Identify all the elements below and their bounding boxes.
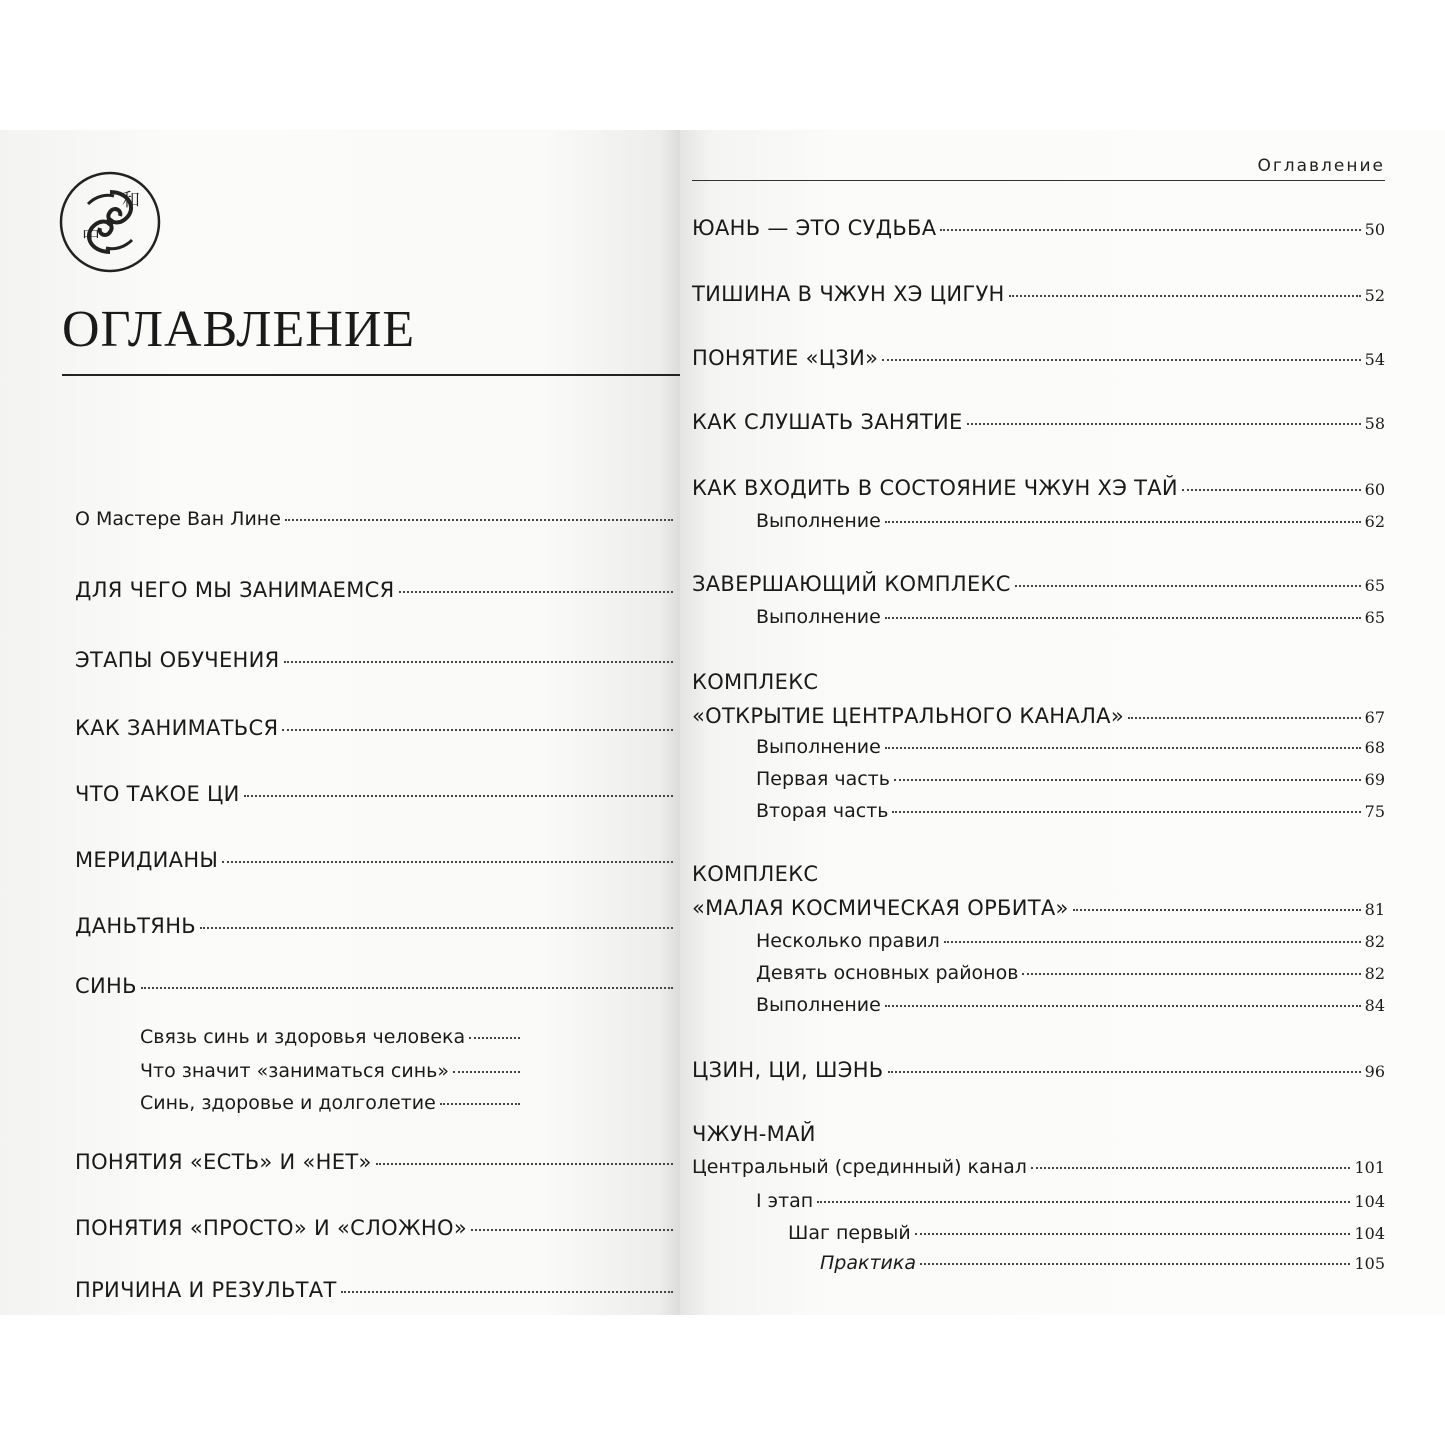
toc-leader [471, 1229, 673, 1231]
toc-page-number: 68 [1364, 738, 1385, 757]
toc-leader [915, 1233, 1351, 1235]
toc-entry[interactable] [756, 510, 1385, 532]
toc-leader [244, 795, 673, 797]
toc-entry-title: «МАЛАЯ КОСМИЧЕСКАЯ ОРБИТА» [692, 896, 1069, 920]
toc-page-number: 96 [1364, 1062, 1385, 1081]
toc-page-number: 101 [1354, 1158, 1385, 1177]
toc-entry[interactable] [75, 716, 673, 740]
toc-entry-title: Шаг первый [788, 1222, 911, 1244]
toc-page-number: 82 [1364, 932, 1385, 951]
toc-leader [341, 1291, 673, 1293]
toc-entry-title: Синь, здоровье и долголетие [140, 1092, 436, 1114]
toc-leader [284, 661, 673, 663]
toc-leader [1015, 585, 1361, 587]
toc-page-number: 65 [1364, 576, 1385, 595]
toc-entry-title: О Мастере Ван Лине [75, 508, 281, 530]
toc-entry[interactable] [756, 800, 1385, 822]
toc-leader [882, 359, 1360, 361]
toc-entry[interactable] [692, 346, 1385, 370]
toc-entry-title: Выполнение [756, 606, 881, 628]
toc-entry-title: I этап [756, 1190, 814, 1212]
toc-entry-title: КАК ЗАНИМАТЬСЯ [75, 716, 279, 740]
toc-entry[interactable] [75, 648, 673, 672]
toc-page-number: 104 [1354, 1224, 1385, 1243]
toc-page-number: 84 [1364, 996, 1385, 1015]
toc-entry[interactable] [75, 508, 673, 530]
toc-page-number: 65 [1364, 608, 1385, 627]
toc-entry-title: Центральный (срединный) канал [692, 1156, 1027, 1178]
title-rule [62, 374, 680, 376]
running-head: Оглавление [1257, 156, 1385, 176]
toc-page-number: 67 [1364, 708, 1385, 727]
toc-leader [1073, 909, 1361, 911]
toc-entry[interactable] [75, 848, 673, 872]
toc-page-number: 75 [1364, 802, 1385, 821]
toc-page-number: 62 [1364, 512, 1385, 531]
toc-entry[interactable] [756, 768, 1385, 790]
toc-leader [967, 423, 1361, 425]
toc-entry-title: Связь синь и здоровья человека [140, 1026, 466, 1048]
toc-entry[interactable] [756, 736, 1385, 758]
toc-entry[interactable] [756, 930, 1385, 952]
toc-entry[interactable] [692, 216, 1385, 240]
yin-yang-swirl-icon [58, 170, 162, 274]
toc-page-number: 60 [1364, 480, 1385, 499]
toc-entry-title: ПОНЯТИЯ «ПРОСТО» И «СЛОЖНО» [75, 1216, 467, 1240]
toc-section-heading[interactable]: КОМПЛЕКС [692, 862, 819, 886]
toc-entry[interactable] [692, 410, 1385, 434]
toc-entry-title: ПОНЯТИЕ «ЦЗИ» [692, 346, 879, 370]
toc-entry-title: МЕРИДИАНЫ [75, 848, 219, 872]
toc-entry-title: ЮАНЬ — ЭТО СУДЬБА [692, 216, 937, 240]
toc-entry[interactable] [756, 962, 1385, 984]
toc-leader [222, 861, 673, 863]
toc-entry[interactable] [692, 1058, 1385, 1082]
toc-entry[interactable] [140, 1026, 520, 1048]
toc-section-heading[interactable]: ЧЖУН-МАЙ [692, 1122, 816, 1146]
toc-page-number: 52 [1364, 286, 1385, 305]
toc-leader [285, 519, 673, 521]
toc-page-number: 54 [1364, 350, 1385, 369]
open-book [0, 130, 1445, 1315]
toc-entry[interactable] [75, 578, 673, 602]
toc-page-number: 58 [1364, 414, 1385, 433]
toc-entry-title: ДЛЯ ЧЕГО МЫ ЗАНИМАЕМСЯ [75, 578, 395, 602]
toc-entry[interactable] [75, 1278, 673, 1302]
toc-entry-title: Выполнение [756, 736, 881, 758]
toc-entry-title: КАК ВХОДИТЬ В СОСТОЯНИЕ ЧЖУН ХЭ ТАЙ [692, 476, 1178, 500]
toc-entry-title: ПОНЯТИЯ «ЕСТЬ» И «НЕТ» [75, 1150, 372, 1174]
toc-entry[interactable] [692, 476, 1385, 500]
toc-entry-title: Первая часть [756, 768, 890, 790]
logo-char-left: 中 [82, 226, 100, 247]
header-rule [692, 180, 1385, 181]
toc-entry[interactable] [75, 1150, 673, 1174]
page-title: ОГЛАВЛЕНИЕ [62, 301, 416, 358]
toc-entry-title: СИНЬ [75, 974, 137, 998]
toc-page-number: 81 [1364, 900, 1385, 919]
toc-entry[interactable] [75, 974, 673, 998]
toc-entry[interactable] [140, 1060, 520, 1082]
toc-leader [1182, 489, 1361, 491]
toc-entry[interactable] [75, 1216, 673, 1240]
toc-leader [940, 229, 1360, 231]
toc-leader [885, 617, 1361, 619]
toc-entry-title: Что значит «заниматься синь» [140, 1060, 449, 1082]
toc-section-heading[interactable]: КОМПЛЕКС [692, 670, 819, 694]
toc-leader [440, 1103, 520, 1105]
toc-leader [376, 1163, 673, 1165]
toc-entry-title: Девять основных районов [756, 962, 1019, 984]
toc-entry-title: ЭТАПЫ ОБУЧЕНИЯ [75, 648, 280, 672]
toc-leader [469, 1037, 520, 1039]
toc-entry-title: ТИШИНА В ЧЖУН ХЭ ЦИГУН [692, 282, 1005, 306]
toc-entry-title: Выполнение [756, 994, 881, 1016]
toc-entry[interactable] [692, 896, 1385, 920]
toc-entry-title: ЗАВЕРШАЮЩИЙ КОМПЛЕКС [692, 572, 1011, 596]
toc-leader [894, 779, 1361, 781]
toc-leader [1009, 295, 1361, 297]
toc-entry-title: Несколько правил [756, 930, 940, 952]
toc-entry[interactable] [788, 1222, 1385, 1244]
left-page [0, 130, 680, 1315]
toc-leader [920, 1263, 1350, 1265]
toc-entry-title: ПРИЧИНА И РЕЗУЛЬТАТ [75, 1278, 337, 1302]
toc-leader [944, 941, 1361, 943]
toc-leader [888, 1071, 1361, 1073]
toc-entry[interactable] [820, 1252, 1385, 1274]
toc-leader [817, 1201, 1350, 1203]
toc-entry-title: ДАНЬТЯНЬ [75, 914, 196, 938]
toc-leader [399, 591, 673, 593]
toc-page-number: 104 [1354, 1192, 1385, 1211]
toc-leader [892, 811, 1360, 813]
toc-entry-title: ЧТО ТАКОЕ ЦИ [75, 782, 240, 806]
toc-leader [885, 1005, 1361, 1007]
toc-page-number: 82 [1364, 964, 1385, 983]
toc-entry-title: КАК СЛУШАТЬ ЗАНЯТИЕ [692, 410, 963, 434]
toc-entry[interactable] [756, 994, 1385, 1016]
toc-leader [1128, 717, 1361, 719]
toc-leader [141, 987, 673, 989]
toc-entry[interactable] [692, 1156, 1385, 1178]
toc-entry[interactable] [75, 914, 673, 938]
right-page [680, 130, 1445, 1315]
toc-entry[interactable] [75, 782, 673, 806]
toc-leader [282, 729, 673, 731]
toc-leader [885, 747, 1361, 749]
toc-leader [885, 521, 1361, 523]
toc-entry-title: Практика [820, 1252, 917, 1274]
toc-entry[interactable] [692, 282, 1385, 306]
toc-leader [200, 927, 673, 929]
toc-leader [1022, 973, 1360, 975]
toc-entry-title: Выполнение [756, 510, 881, 532]
toc-entry[interactable] [756, 1190, 1385, 1212]
logo-char-right: 和 [122, 190, 140, 211]
toc-page-number: 69 [1364, 770, 1385, 789]
toc-entry-title: ЦЗИН, ЦИ, ШЭНЬ [692, 1058, 884, 1082]
toc-leader [453, 1071, 520, 1073]
toc-entry[interactable] [756, 606, 1385, 628]
toc-entry[interactable] [692, 572, 1385, 596]
toc-entry-title: Вторая часть [756, 800, 889, 822]
toc-page-number: 50 [1364, 220, 1385, 239]
toc-entry[interactable] [692, 704, 1385, 728]
toc-leader [1031, 1167, 1351, 1169]
toc-page-number: 105 [1354, 1254, 1385, 1273]
toc-entry[interactable] [140, 1092, 520, 1114]
toc-entry-title: «ОТКРЫТИЕ ЦЕНТРАЛЬНОГО КАНАЛА» [692, 704, 1124, 728]
